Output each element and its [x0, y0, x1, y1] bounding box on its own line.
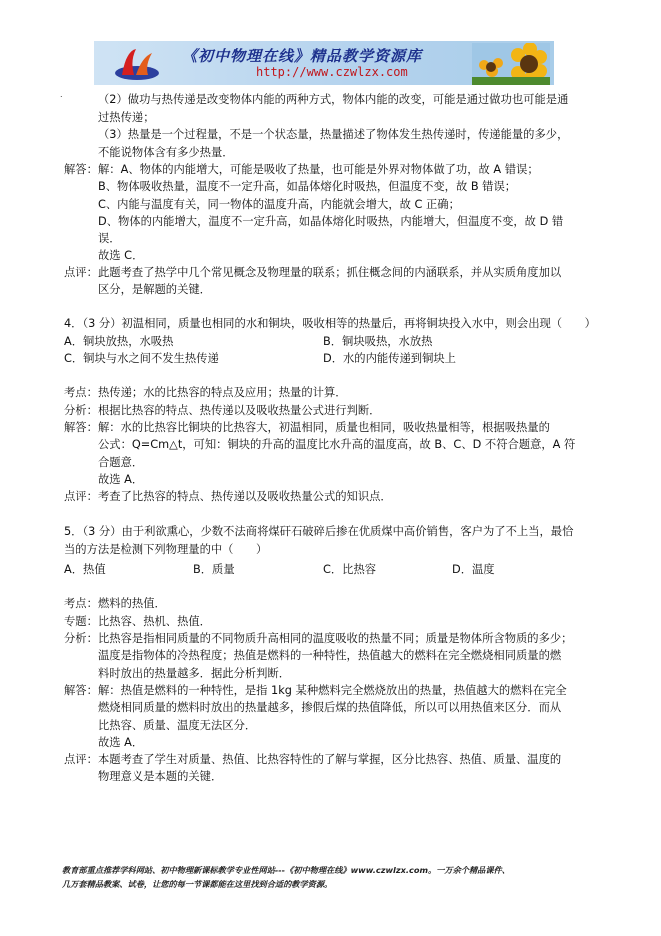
q5-keypoint-label: 考点：	[64, 597, 98, 610]
footer-line1: 教育部重点推荐学科网站、初中物理新课标教学专业性网站---《初中物理在线》www.czwlzx.com。一万余个精品课件、	[62, 865, 510, 875]
q5-answer-line1: 解：热值是燃料的一种特性，是指 1kg 某种燃料完全燃烧放出的热量，热值越大的燃料在完全	[98, 684, 567, 697]
page-marker: .	[60, 90, 63, 99]
q4-answer-label: 解答：	[64, 421, 98, 434]
q3-answer-line1: 解：A、物体的内能增大，可能是吸收了热量，也可能是外界对物体做了功，故 A 错误；	[98, 163, 539, 176]
q5-analysis-label: 分析：	[64, 632, 98, 645]
q5-comment-line1: 本题考查了学生对质量、热值、比热容特性的了解与掌握，区分比热容、热值、质量、温度的	[98, 753, 562, 766]
q4-comment: 考查了比热容的特点、热传递以及吸收热量公式的知识点．	[98, 490, 392, 503]
q3-point2-line1: （2）做功与热传递是改变物体内能的两种方式，物体内能的改变，可能是通过做功也可能是通	[98, 93, 569, 106]
sunflower-icon	[472, 43, 550, 85]
q5-answer-line2: 燃烧相同质量的燃料时放出的热量越多，掺假后煤的热值降低，所以可以用热值来区分．而从	[98, 701, 562, 714]
banner-url[interactable]: http://www.czwlzx.com	[256, 65, 408, 79]
q4-answer-line3: 合题意．	[98, 456, 144, 469]
q5-stem-line2: 当的方法是检测下列物理量的中（ ）	[64, 543, 268, 556]
q5-stem-line1: 5．（3 分）由于利欲熏心，少数不法商将煤矸石破碎后掺在优质煤中高价销售，客户为了不上当，最恰	[64, 525, 574, 538]
q4-answer-line4: 故选 A．	[98, 473, 144, 486]
q3-answer-line6: 故选 C．	[98, 249, 144, 262]
q5-comment-line2: 物理意义是本题的关键．	[98, 770, 223, 783]
q3-answer-label: 解答：	[64, 163, 98, 176]
q5-analysis-line1: 比热容是指相同质量的不同物质升高相同的温度吸收的热量不同；质量是物体所含物质的多少；	[98, 632, 573, 645]
q5-topic-label: 专题：	[64, 615, 98, 628]
page-footer	[62, 863, 510, 891]
q3-point2-line2: 过热传递；	[98, 111, 155, 124]
q5-option-a: A．热值	[64, 563, 106, 576]
q4-option-c: C．铜块与水之间不发生热传递	[64, 352, 219, 365]
q5-analysis-line3: 料时放出的热量越多．据此分析判断．	[98, 667, 291, 680]
q5-comment-label: 点评：	[64, 753, 98, 766]
footer-line2: 几万套精品教案、试卷，让您的每一节课都能在这里找到合适的教学资源。	[62, 879, 333, 889]
q4-option-d: D．水的内能传递到铜块上	[323, 352, 456, 365]
q3-answer-line4: D、物体的内能增大，温度不一定升高，如晶体熔化时吸热，内能增大，但温度不变，故 D 错	[98, 215, 564, 228]
q4-answer-line1: 解：水的比热容比铜块的比热容大，初温相同，质量也相同，吸收热量相等，根据吸热量的	[98, 421, 550, 434]
q3-comment-line1: 此题考查了热学中几个常见概念及物理量的联系；抓住概念间的内涵联系，并从实质角度加以	[98, 266, 562, 279]
q3-answer-line5: 误．	[98, 232, 121, 245]
q5-option-d: D．温度	[452, 563, 495, 576]
q3-point3-line2: 不能说物体含有多少热量．	[98, 146, 234, 159]
q3-answer-line3: C、内能与温度有关，同一物体的温度升高，内能就会增大，故 C 正确；	[98, 198, 460, 211]
q5-analysis-line2: 温度是指物体的冷热程度；热值是燃料的一种特性，热值越大的燃料在完全燃烧相同质量的燃	[98, 649, 562, 662]
q5-answer-line3: 比热容、质量、温度无法区分．	[98, 719, 257, 732]
q3-comment-label: 点评：	[64, 266, 98, 279]
q3-comment-line2: 区分，是解题的关键．	[98, 283, 211, 296]
q4-analysis: 根据比热容的特点、热传递以及吸收热量公式进行判断．	[98, 404, 381, 417]
q5-answer-line4: 故选 A．	[98, 736, 144, 749]
q4-keypoint: 热传递；水的比热容的特点及应用；热量的计算．	[98, 386, 347, 399]
site-banner	[94, 41, 554, 85]
q4-stem: 4．（3 分）初温相同，质量也相同的水和铜块，吸收相等的热量后，再将铜块投入水中，则会出现（ ）	[64, 317, 596, 330]
q4-comment-label: 点评：	[64, 490, 98, 503]
q4-answer-line2: 公式：Q=Cm△t，可知：铜块的升高的温度比水升高的温度高，故 B、C、D 不符合题意，A 符	[98, 438, 576, 451]
q3-answer-line2: B、物体吸收热量，温度不一定升高，如晶体熔化时吸热，但温度不变，故 B 错误；	[98, 180, 517, 193]
q5-topic: 比热容、热机、热值．	[98, 615, 211, 628]
banner-title: 《初中物理在线》精品教学资源库	[182, 47, 423, 65]
q3-point3-line1: （3）热量是一个过程量，不是一个状态量，热量描述了物体发生热传递时，传递能量的多少，	[98, 128, 569, 141]
q5-option-c: C．比热容	[323, 563, 377, 576]
q5-option-b: B．质量	[193, 563, 235, 576]
q4-analysis-label: 分析：	[64, 404, 98, 417]
q4-option-b: B．铜块吸热，水放热	[323, 335, 433, 348]
q5-keypoint: 燃料的热值．	[98, 597, 166, 610]
site-logo-icon	[112, 45, 162, 83]
q4-keypoint-label: 考点：	[64, 386, 98, 399]
q5-answer-label: 解答：	[64, 684, 98, 697]
q4-option-a: A．铜块放热，水吸热	[64, 335, 174, 348]
